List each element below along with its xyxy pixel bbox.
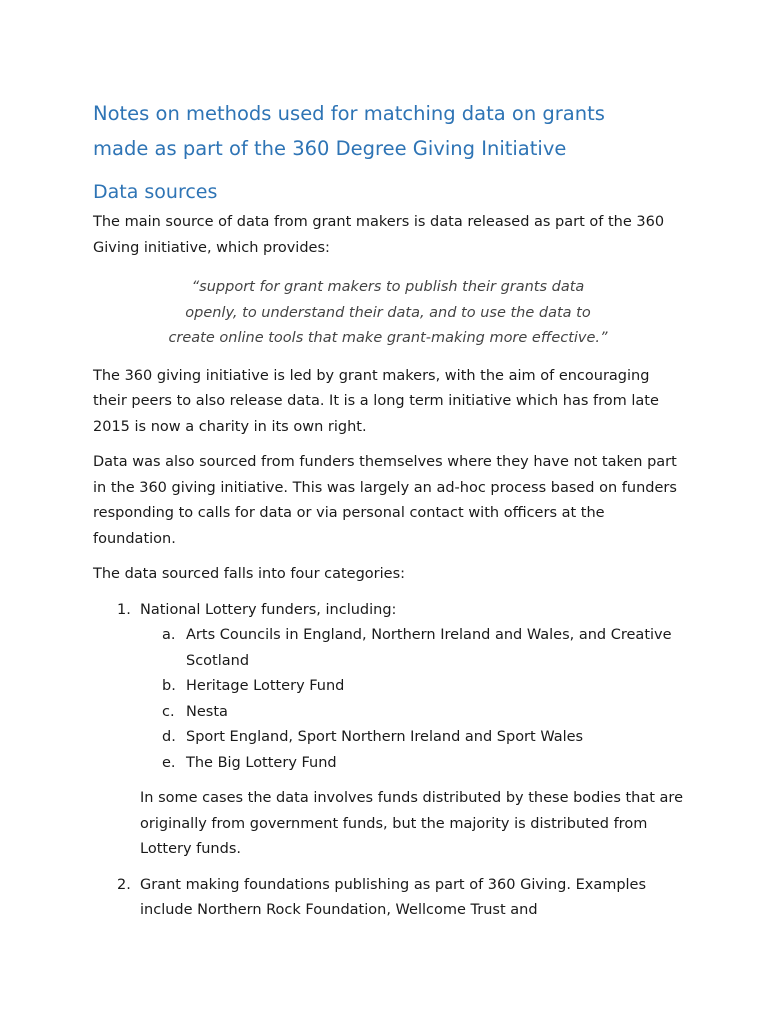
list-item-text: Grant making foundations publishing as part of 360 Giving. Examples include Northern Rock Foundation, Wellcome Trust and <box>140 876 647 918</box>
intro-paragraph: The main source of data from grant makers is data released as part of the 360 Giving initiative, which provides: <box>93 214 665 256</box>
quote-line-1: “support for grant makers to publish their grants data <box>191 279 585 295</box>
sub-list-text: Heritage Lottery Fund <box>186 678 345 694</box>
document-page <box>93 96 683 924</box>
sub-list-item <box>140 700 683 726</box>
sub-list-text: The Big Lottery Fund <box>186 754 337 771</box>
list-item <box>93 598 683 863</box>
sub-list-item <box>140 751 683 777</box>
title-line-1: Notes on methods used for matching data on grants <box>93 102 605 125</box>
categories-intro: The data sourced falls into four categories: <box>93 566 406 582</box>
sub-list-item <box>140 623 683 674</box>
sub-list-item <box>140 725 683 751</box>
sub-list-letter: d. <box>162 729 176 745</box>
list-number: 2. <box>117 876 131 893</box>
sub-list-letter: e. <box>162 754 176 771</box>
list-item-text: National Lottery funders, including: <box>140 601 397 618</box>
section-heading: Data sources <box>93 181 218 203</box>
list-item <box>93 873 683 924</box>
sub-list-letter: c. <box>162 703 175 720</box>
quote-line-3: create online tools that make grant-making more effective.” <box>168 330 608 346</box>
title-line-2: made as part of the 360 Degree Giving Initiative <box>93 137 567 160</box>
quote-line-2: openly, to understand their data, and to use the data to <box>185 304 591 321</box>
document-title <box>93 96 683 166</box>
sub-list-text: Arts Councils in England, Northern Ireland and Wales, and Creative Scotland <box>186 627 672 669</box>
categories-list <box>93 598 683 924</box>
sub-list-item <box>140 674 683 700</box>
sub-list-letter: b. <box>162 678 176 694</box>
initiative-paragraph: The 360 giving initiative is led by grant makers, with the aim of encouraging their peers to also release data. It is a long term initiative which has from late 2015 is now a charity in its own right. <box>93 367 659 435</box>
blockquote <box>93 275 683 352</box>
other-sources-paragraph: Data was also sourced from funders themselves where they have not taken part in the 360 giving initiative. This was largely an ad-hoc process based on funders responding to calls for data or via personal contact with officers at the foundation. <box>93 454 677 547</box>
list-note: In some cases the data involves funds distributed by these bodies that are originally from government funds, but the majority is distributed from Lottery funds. <box>140 790 683 857</box>
sub-list-letter: a. <box>162 627 176 643</box>
sub-list-text: Sport England, Sport Northern Ireland and Sport Wales <box>186 729 584 745</box>
list-number: 1. <box>117 601 131 618</box>
sub-list-text: Nesta <box>186 703 228 720</box>
sub-list <box>140 623 683 776</box>
